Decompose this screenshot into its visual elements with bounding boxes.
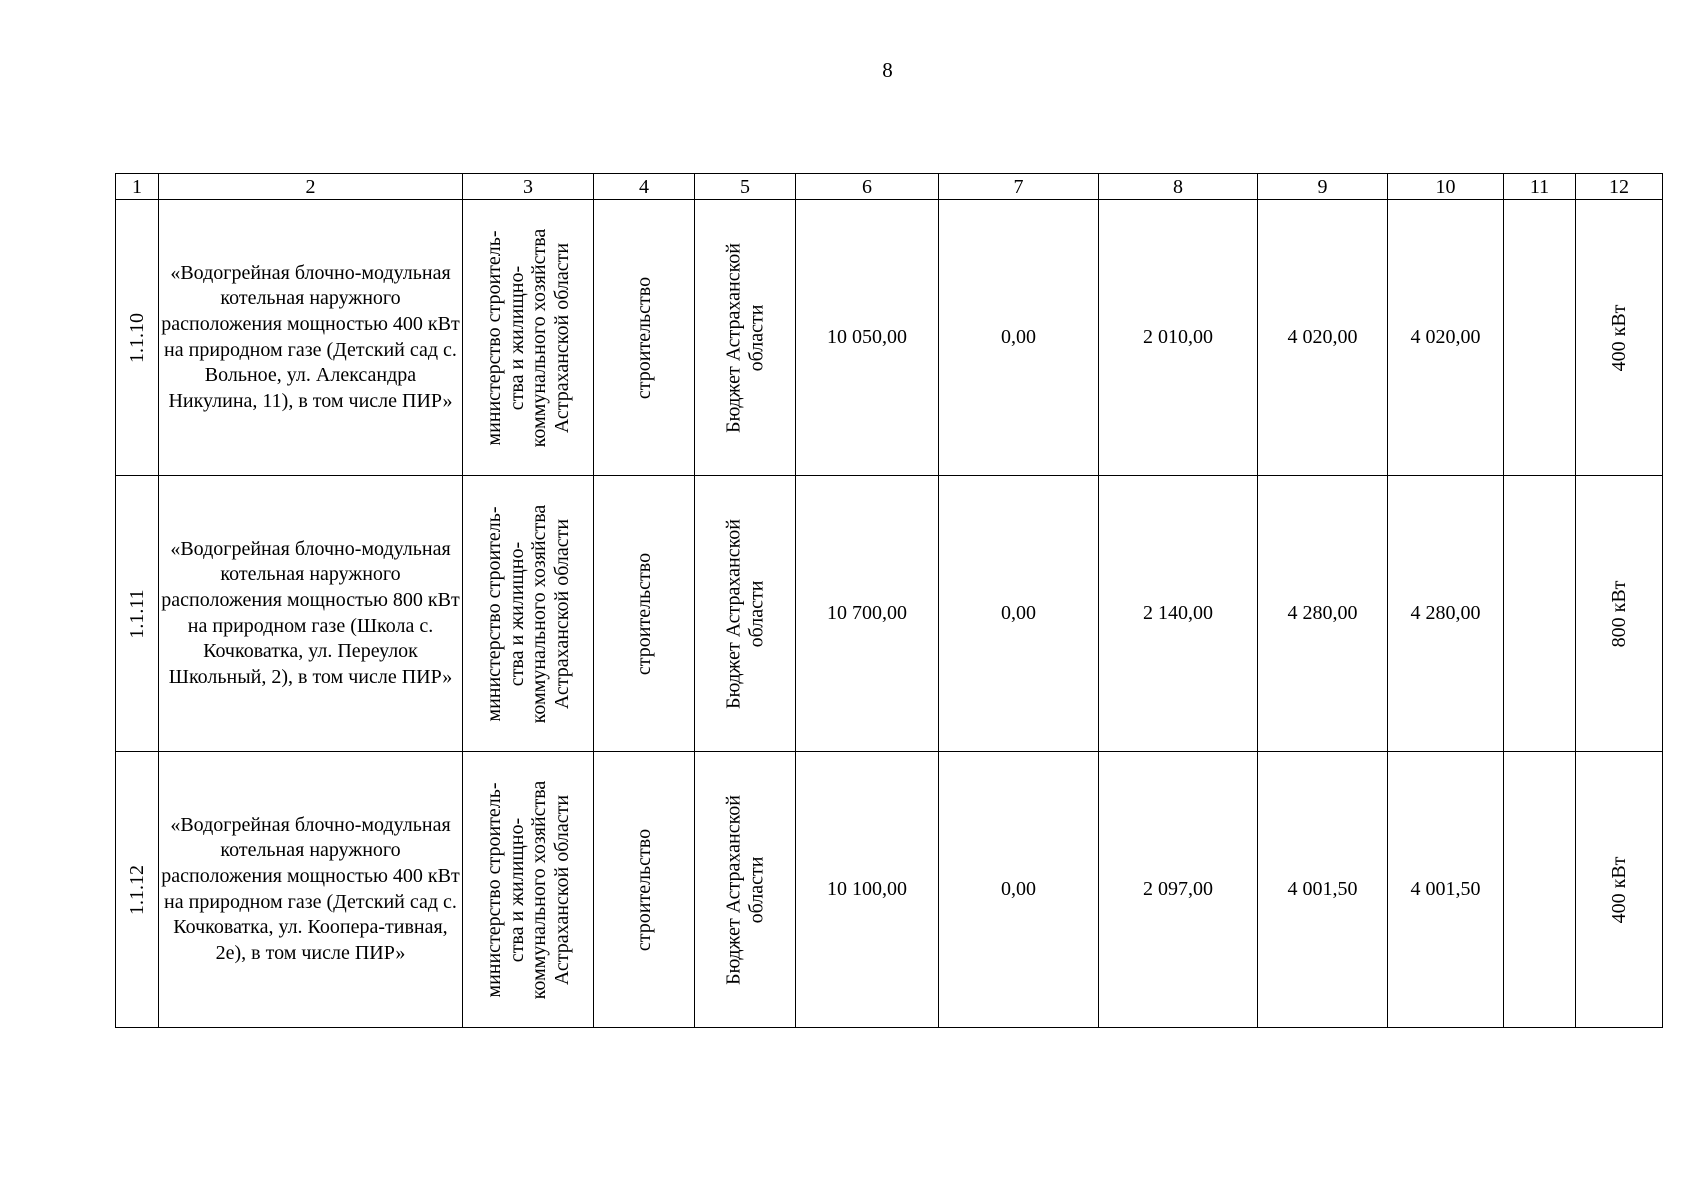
object-description: «Водогрейная блочно-модульная котельная наружного расположения мощностью 800 кВт на природном газе (Школа с. Кочковатка, ул. Переулок Школьный, 2), в том числе ПИР» xyxy=(159,476,463,752)
value-cell-10: 4 001,50 xyxy=(1388,752,1504,1028)
funding-source-cell xyxy=(695,752,796,1028)
value-cell-8: 2 010,00 xyxy=(1099,200,1258,476)
executor-cell xyxy=(463,752,594,1028)
work-type: строительство xyxy=(632,828,655,951)
object-description: «Водогрейная блочно-модульная котельная наружного расположения мощностью 400 кВт на природном газе (Детский сад с. Вольное, ул. Александра Никулина, 11), в том числе ПИР» xyxy=(159,200,463,476)
value-cell-6: 10 050,00 xyxy=(796,200,939,476)
executor-line: Астраханской области xyxy=(550,242,573,433)
capacity-cell xyxy=(1576,752,1663,1028)
executor-line: коммунального хозяйства xyxy=(528,504,550,723)
funding-source-line: области xyxy=(745,304,767,371)
header-cell: 10 xyxy=(1388,174,1504,200)
value-cell-9: 4 020,00 xyxy=(1258,200,1388,476)
row-code-cell xyxy=(116,476,159,752)
page-number: 8 xyxy=(882,58,893,82)
work-type: строительство xyxy=(632,276,655,399)
work-type-cell xyxy=(594,476,695,752)
header-cell: 7 xyxy=(939,174,1099,200)
header-cell: 6 xyxy=(796,174,939,200)
executor-line: ства и жилищно- xyxy=(505,817,528,962)
funding-source-cell xyxy=(695,476,796,752)
header-cell: 3 xyxy=(463,174,594,200)
funding-source xyxy=(723,794,768,984)
capacity-cell xyxy=(1576,200,1663,476)
executor-line: коммунального хозяйства xyxy=(528,228,550,447)
funding-source-line: области xyxy=(745,580,767,647)
capacity-value: 400 кВт xyxy=(1607,856,1630,923)
executor-line: ства и жилищно- xyxy=(505,265,528,410)
work-type-cell xyxy=(594,752,695,1028)
header-cell: 1 xyxy=(116,174,159,200)
work-type: строительство xyxy=(632,552,655,675)
row-code: 1.1.11 xyxy=(125,588,148,639)
work-type-cell xyxy=(594,200,695,476)
header-cell: 5 xyxy=(695,174,796,200)
value-cell-11 xyxy=(1504,476,1576,752)
funding-source-line: Бюджет Астраханской xyxy=(722,794,745,985)
value-cell-11 xyxy=(1504,752,1576,1028)
funding-source-cell xyxy=(695,200,796,476)
header-cell: 2 xyxy=(159,174,463,200)
row-code: 1.1.10 xyxy=(125,312,148,363)
header-row xyxy=(116,174,1663,200)
executor-text xyxy=(483,504,573,723)
capacity-value: 800 кВт xyxy=(1607,580,1630,647)
executor-line: коммунального хозяйства xyxy=(528,780,550,999)
value-cell-9: 4 280,00 xyxy=(1258,476,1388,752)
executor-line: министерство строитель- xyxy=(483,781,505,998)
executor-line: Астраханской области xyxy=(550,794,573,985)
table-row xyxy=(116,200,1663,476)
executor-line: министерство строитель- xyxy=(483,505,505,722)
capacity-value: 400 кВт xyxy=(1607,304,1630,371)
value-cell-10: 4 020,00 xyxy=(1388,200,1504,476)
executor-line: Астраханской области xyxy=(550,518,573,709)
value-cell-8: 2 097,00 xyxy=(1099,752,1258,1028)
header-cell: 12 xyxy=(1576,174,1663,200)
value-cell-7: 0,00 xyxy=(939,200,1099,476)
value-cell-6: 10 100,00 xyxy=(796,752,939,1028)
executor-line: ства и жилищно- xyxy=(505,541,528,686)
executor-text xyxy=(483,780,573,999)
funding-source xyxy=(723,242,768,432)
header-cell: 11 xyxy=(1504,174,1576,200)
row-code-cell xyxy=(116,752,159,1028)
value-cell-8: 2 140,00 xyxy=(1099,476,1258,752)
funding-source xyxy=(723,518,768,708)
funding-source-line: области xyxy=(745,856,767,923)
header-cell: 4 xyxy=(594,174,695,200)
executor-cell xyxy=(463,476,594,752)
value-cell-6: 10 700,00 xyxy=(796,476,939,752)
value-cell-7: 0,00 xyxy=(939,476,1099,752)
funding-source-line: Бюджет Астраханской xyxy=(722,242,745,433)
executor-line: министерство строитель- xyxy=(483,229,505,446)
executor-text xyxy=(483,228,573,447)
value-cell-9: 4 001,50 xyxy=(1258,752,1388,1028)
value-cell-7: 0,00 xyxy=(939,752,1099,1028)
table-row xyxy=(116,476,1663,752)
funding-source-line: Бюджет Астраханской xyxy=(722,518,745,709)
row-code-cell xyxy=(116,200,159,476)
row-code: 1.1.12 xyxy=(125,864,148,915)
object-description: «Водогрейная блочно-модульная котельная наружного расположения мощностью 400 кВт на природном газе (Детский сад с. Кочковатка, ул. Коопера-тивная, 2е), в том числе ПИР» xyxy=(159,752,463,1028)
capacity-cell xyxy=(1576,476,1663,752)
value-cell-10: 4 280,00 xyxy=(1388,476,1504,752)
program-table xyxy=(115,173,1663,1028)
value-cell-11 xyxy=(1504,200,1576,476)
header-cell: 9 xyxy=(1258,174,1388,200)
executor-cell xyxy=(463,200,594,476)
header-cell: 8 xyxy=(1099,174,1258,200)
table-row xyxy=(116,752,1663,1028)
